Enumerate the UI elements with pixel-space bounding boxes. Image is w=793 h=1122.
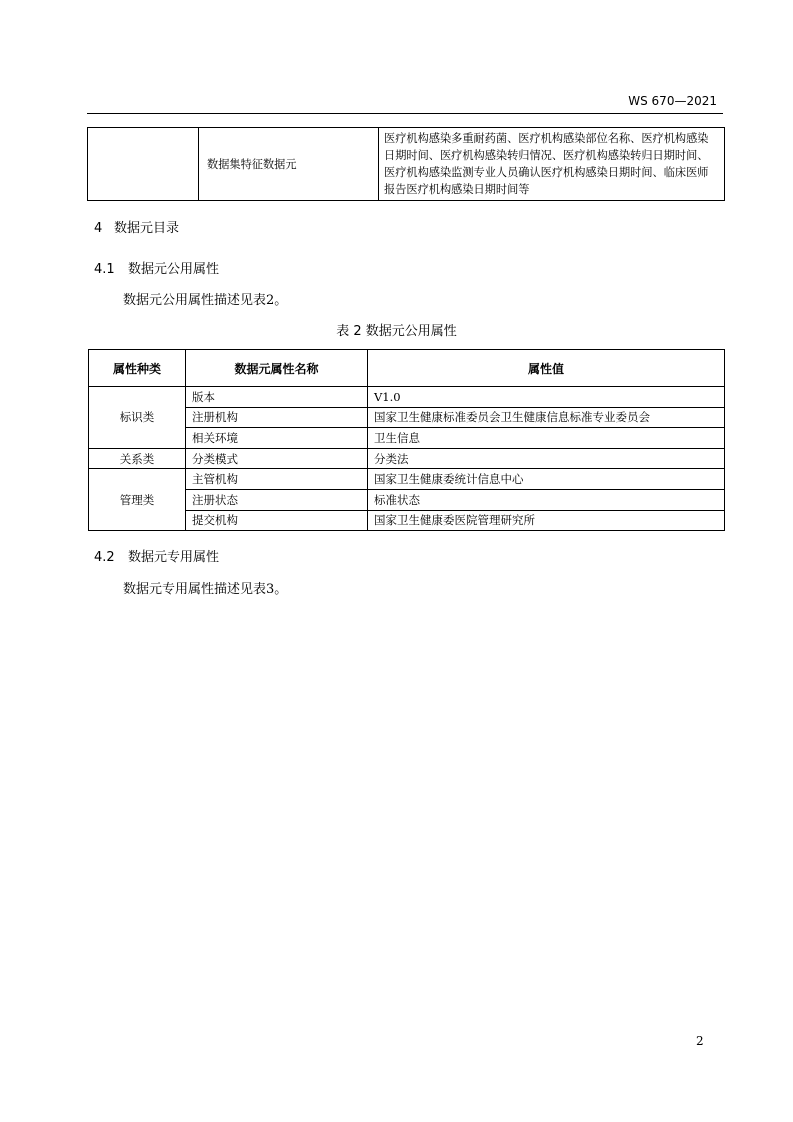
section-4-2-heading [94,546,219,565]
page-number: 2 [696,1034,704,1048]
table-header-row [89,350,725,387]
header-attr-name: 数据元属性名称 [186,350,368,387]
feature-label-cell: 数据集特征数据元 [199,128,379,201]
table-row [89,387,725,408]
header-attr-category: 属性种类 [89,350,186,387]
section-4-1-heading [94,258,219,277]
attr-name-cell: 主管机构 [186,469,368,490]
attr-value-cell: 分类法 [368,448,725,469]
attr-value-cell: 国家卫生健康委统计信息中心 [368,469,725,490]
dataset-feature-table [87,127,725,201]
attr-value-cell: 标准状态 [368,489,725,510]
section-number: 4.2 [94,550,115,565]
attr-value-cell: 国家卫生健康标准委员会卫生健康信息标准专业委员会 [368,407,725,428]
header-rule [87,113,723,114]
document-code: WS 670—2021 [628,94,717,108]
attr-value-cell: V1.0 [368,387,725,408]
attr-name-cell: 相关环境 [186,428,368,449]
section-title: 数据元专用属性 [128,550,220,565]
common-attributes-table [88,349,725,531]
section-number: 4 [94,221,103,236]
empty-cell [88,128,199,201]
section-4-heading [94,217,179,236]
attr-category-cell: 管理类 [89,469,186,531]
table-row [89,469,725,490]
section-title: 数据元公用属性 [128,262,220,277]
attr-name-cell: 分类模式 [186,448,368,469]
section-title: 数据元目录 [114,221,180,236]
feature-value-cell: 医疗机构感染多重耐药菌、医疗机构感染部位名称、医疗机构感染日期时间、医疗机构感染转归情况、医疗机构感染转归日期时间、医疗机构感染监测专业人员确认医疗机构感染日期时间、临床医师报告医疗机构感染日期时间等 [379,128,725,201]
table-row [89,448,725,469]
table-2-caption: 表 2 数据元公用属性 [336,324,457,339]
section-number: 4.1 [94,262,115,277]
attr-name-cell: 提交机构 [186,510,368,531]
section-4-2-text: 数据元专用属性描述见表3。 [123,582,288,597]
attr-name-cell: 注册机构 [186,407,368,428]
attr-category-cell: 标识类 [89,387,186,449]
header-attr-value: 属性值 [368,350,725,387]
attr-name-cell: 版本 [186,387,368,408]
attr-category-cell: 关系类 [89,448,186,469]
attr-value-cell: 卫生信息 [368,428,725,449]
table-row [88,128,725,201]
attr-value-cell: 国家卫生健康委医院管理研究所 [368,510,725,531]
attr-name-cell: 注册状态 [186,489,368,510]
section-4-1-text: 数据元公用属性描述见表2。 [123,293,288,308]
